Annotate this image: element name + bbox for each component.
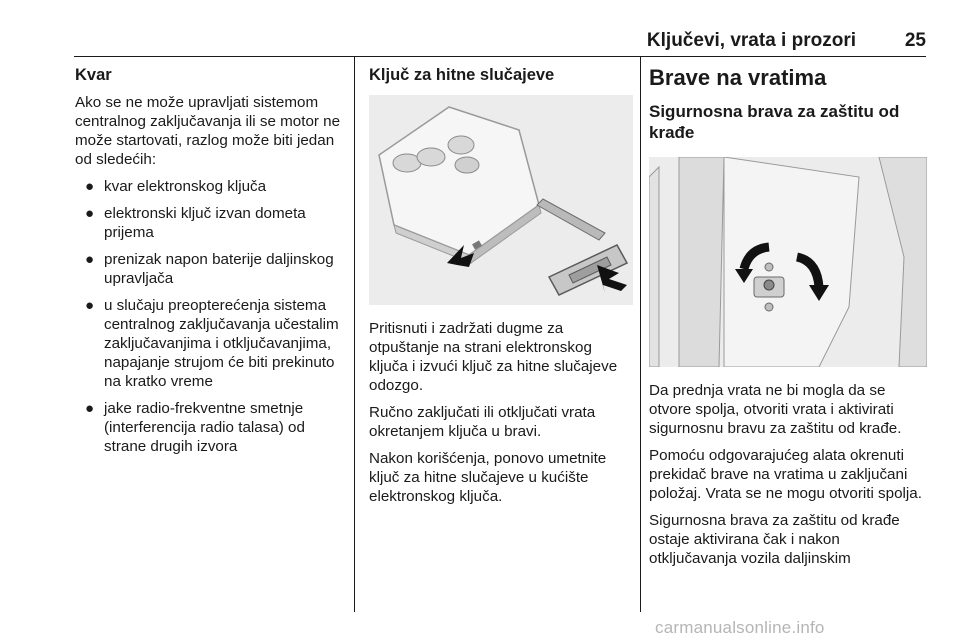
list-item: ● u slučaju preopterećenja sistema centralnog zaključavanja učestalim zaključavanjima i otključavanjima, napajanje strujom će biti prekinuto na kratko vreme bbox=[85, 297, 339, 390]
fault-reasons-list bbox=[75, 177, 347, 456]
paragraph: Pritisnuti i zadržati dugme za otpuštanje na strani elektronskog ključa i izvući ključ za hitne slučajeve odozgo. bbox=[369, 320, 618, 394]
paragraph: Sigurnosna brava za zaštitu od krađe ostaje aktivirana čak i nakon otključavanja vozila daljinskim bbox=[649, 512, 900, 567]
emergency-key-card-illustration bbox=[369, 95, 633, 305]
bullet-icon: ● bbox=[85, 178, 95, 195]
list-item: ● prenizak napon baterije daljinskog upravljača bbox=[85, 251, 334, 287]
paragraph: Da prednja vrata ne bi mogla da se otvore spolja, otvoriti vrata i aktivirati sigurnosnu bravu za zaštitu od krađe. bbox=[649, 382, 902, 437]
bullet-icon: ● bbox=[85, 251, 95, 268]
intro-paragraph: Ako se ne može upravljati sistemom centralnog zaključavanja ili se motor ne može startovati, razlog može biti jedan od sledećih: bbox=[75, 94, 341, 168]
paragraph: Pomoću odgovarajućeg alata okrenuti prekidač brave na vratima u zaključani položaj. Vrata se ne mogu otvoriti spolja. bbox=[649, 447, 922, 502]
column-divider-right bbox=[640, 57, 641, 612]
heading-door-locks: Brave na vratima bbox=[649, 65, 827, 90]
paragraph: Nakon korišćenja, ponovo umetnite ključ za hitne slučajeve u kućište elektronskog ključa. bbox=[369, 450, 607, 505]
column-divider-left bbox=[354, 57, 355, 612]
page-number: 25 bbox=[904, 30, 926, 51]
left-column bbox=[75, 57, 347, 464]
right-column bbox=[649, 57, 929, 576]
list-item: ● kvar elektronskog ključa bbox=[85, 178, 267, 195]
bullet-icon: ● bbox=[85, 205, 95, 222]
heading-kvar: Kvar bbox=[75, 66, 112, 84]
bullet-icon: ● bbox=[85, 400, 95, 417]
list-item: ● jake radio-frekventne smetnje (interferencija radio talasa) od strane drugih izvora bbox=[85, 400, 305, 455]
section-title: Ključevi, vrata i prozori bbox=[646, 30, 856, 51]
paragraph: Ručno zaključati ili otključati vrata okretanjem ključa u bravi. bbox=[369, 404, 596, 440]
key-card-icon bbox=[369, 95, 633, 305]
subheading-child-lock: Sigurnosna brava za zaštitu od krađe bbox=[649, 102, 900, 142]
bullet-icon: ● bbox=[85, 297, 95, 314]
watermark: carmanualsonline.info bbox=[655, 618, 825, 637]
list-item: ● elektronski ključ izvan dometa prijema bbox=[85, 205, 306, 241]
heading-emergency-key: Ključ za hitne slučajeve bbox=[369, 66, 555, 84]
door-lock-icon bbox=[649, 157, 927, 367]
child-lock-door-illustration bbox=[649, 157, 927, 367]
middle-column bbox=[369, 57, 633, 514]
page-header bbox=[74, 26, 926, 56]
